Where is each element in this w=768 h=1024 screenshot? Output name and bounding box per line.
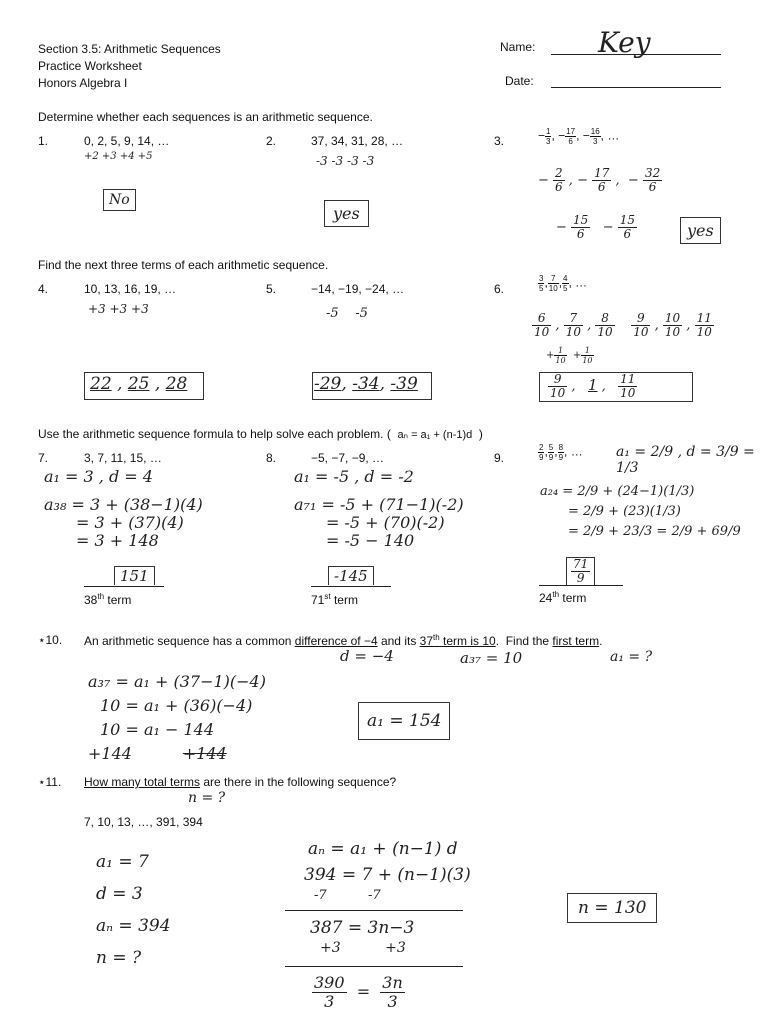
problem-11-work-3: $\frac{390}{3}$ = $\frac{3n}{3}$ — [314, 973, 403, 1011]
problem-8-sequence: −5, −7, −9, … — [311, 451, 385, 465]
date-line — [551, 87, 721, 88]
problem-11-text: How many total terms are there in the following sequence? — [84, 775, 397, 789]
problem-4-sequence: 10, 13, 16, 19, … — [84, 282, 177, 296]
problem-4-answer-3: 28 — [165, 374, 188, 394]
problem-11-work: aₙ = a₁ + (n−1) d 394 = 7 + (n−1)(3) -7 -7 — [304, 839, 471, 903]
problem-5-answer-1: -29 — [314, 374, 342, 394]
problem-6-sequence: $\frac{3}{5}$ , $\frac{7}{10}$ , $\frac{4}{5}$ , … — [539, 274, 588, 293]
problem-8-work: a₁ = -5 , d = -2 a₇₁ = -5 + (71−1)(-2) = -5 + (70)(-2) = -5 − 140 — [294, 467, 464, 550]
problem-6-answers: $\frac{9}{10}$ , 1 , $\frac{11}{10}$ — [550, 372, 636, 400]
problem-7-number: 7. — [38, 451, 49, 465]
worksheet-header — [38, 41, 221, 92]
problem-3-work-rewrite: − $\frac{2}{6}$ , − $\frac{17}{6}$ , − $\frac{32}{6}$ — [538, 166, 661, 194]
problem-11-givens: a₁ = 7 d = 3 aₙ = 394 n = ? — [96, 852, 171, 968]
problem-4-answers: 22 , 25 , 28 — [90, 374, 188, 394]
course-name: Honors Algebra I — [38, 76, 128, 90]
problem-9-answer-line — [539, 585, 623, 586]
problem-1-number: 1. — [38, 134, 49, 148]
problem-5-work: -5 -5 — [326, 306, 368, 321]
problem-9-answer: $\frac{71}{9}$ — [566, 557, 595, 585]
problem-9-sequence: $\frac{2}{9}$ , $\frac{5}{9}$ , $\frac{8}{9}$ , … — [539, 443, 583, 462]
problem-11-number: ⋆11. — [38, 775, 62, 789]
problem-10-note-a37: a₃₇ = 10 — [460, 649, 523, 667]
problem-10-text: An arithmetic sequence has a common difference of −4 and its 37th term is 10. Find the first term. — [84, 633, 603, 648]
problem-6-answer-3: $\frac{11}{10}$ — [620, 372, 636, 400]
problem-5-number: 5. — [266, 282, 277, 296]
problem-9-term-label: 24th term — [539, 590, 587, 605]
problem-5-answer-3: -39 — [390, 374, 418, 394]
problem-6-answer-2: 1 — [587, 376, 598, 394]
problem-8-answer-line — [311, 586, 391, 587]
problem-2-answer: yes — [324, 200, 369, 227]
problem-5-answer-2: -34 — [352, 374, 380, 394]
date-label: Date: — [505, 74, 534, 88]
problem-2-number: 2. — [266, 134, 277, 148]
problem-10-note-d: d = −4 — [340, 647, 394, 665]
problem-11-sequence: 7, 10, 13, …, 391, 394 — [84, 815, 203, 829]
problem-2-work: -3 -3 -3 -3 — [316, 154, 375, 168]
problem-6-answer-1: $\frac{9}{10}$ — [550, 372, 566, 400]
problem-9-givens: a₁ = 2/9 , d = 3/9 = 1/3 — [616, 444, 755, 476]
problem-3-number: 3. — [494, 134, 505, 148]
problem-11-work-2: 387 = 3n−3 +3 +3 — [310, 918, 415, 956]
problem-11-answer: n = 130 — [567, 893, 657, 923]
problem-6-work-rewrite: $\frac{6}{10}$ , $\frac{7}{10}$ , $\frac{8}{10}$ $\frac{9}{10}$ , $\frac{10}{10}$ , $\frac{11}{10}$ — [534, 311, 712, 339]
problem-8-term-label: 71st term — [311, 592, 358, 607]
problem-7-term-label: 38th term — [84, 592, 132, 607]
problem-7-answer-line — [84, 586, 164, 587]
worksheet-subtitle: Practice Worksheet — [38, 59, 142, 73]
problem-4-answer-2: 25 — [127, 374, 150, 394]
problem-11-note: n = ? — [188, 790, 226, 806]
part3-instruction: Use the arithmetic sequence formula to help solve each problem. ( aₙ = a₁ + (n-1)d ) — [38, 427, 483, 441]
problem-1-work: +2 +3 +4 +5 — [84, 151, 153, 162]
problem-9-work: a₂₄ = 2/9 + (24−1)(1/3) = 2/9 + (23)(1/3) = 2/9 + 23/3 = 2/9 + 69/9 — [540, 484, 741, 539]
problem-10-note-a1: a₁ = ? — [610, 649, 653, 665]
problem-10-answer: a₁ = 154 — [358, 702, 450, 740]
problem-4-number: 4. — [38, 282, 49, 296]
section-title: Section 3.5: Arithmetic Sequences — [38, 42, 221, 56]
problem-1-sequence: 0, 2, 5, 9, 14, … — [84, 134, 170, 148]
problem-11-divider-2 — [285, 966, 463, 967]
problem-11-divider-1 — [285, 910, 463, 911]
problem-3-answer: yes — [680, 217, 721, 244]
problem-1-answer: No — [103, 189, 136, 211]
problem-6-number: 6. — [494, 282, 505, 296]
problem-4-answer-1: 22 — [90, 374, 112, 394]
name-value: Key — [598, 26, 651, 59]
part2-instruction: Find the next three terms of each arithmetic sequence. — [38, 258, 329, 272]
problem-5-sequence: −14, −19, −24, … — [311, 282, 405, 296]
part1-instruction: Determine whether each sequences is an arithmetic sequence. — [38, 110, 373, 124]
problem-3-sequence: − $\frac{1}{3}$ , − $\frac{17}{6}$ , − $\frac{16}{3}$ , … — [538, 127, 620, 146]
problem-7-sequence: 3, 7, 11, 15, … — [84, 451, 162, 465]
problem-10-work: a₃₇ = a₁ + (37−1)(−4) 10 = a₁ + (36)(−4) 10 = a₁ − 144 +144 +144 — [88, 672, 266, 763]
problem-6-work-increments: + $\frac{1}{10}$ + $\frac{1}{10}$ — [546, 346, 593, 365]
problem-4-work: +3 +3 +3 — [88, 302, 149, 316]
problem-7-answer: 151 — [114, 566, 155, 585]
problem-3-work-differences: − $\frac{15}{6}$ − $\frac{15}{6}$ — [556, 213, 636, 241]
problem-9-number: 9. — [494, 451, 505, 465]
problem-7-work: a₁ = 3 , d = 4 a₃₈ = 3 + (38−1)(4) = 3 + (37)(4) = 3 + 148 — [44, 467, 203, 550]
name-label: Name: — [500, 40, 536, 54]
arithmetic-formula: aₙ = a₁ + (n-1)d — [397, 429, 473, 441]
problem-8-number: 8. — [266, 451, 277, 465]
problem-8-answer: -145 — [328, 566, 374, 585]
problem-10-number: ⋆10. — [38, 633, 63, 647]
problem-5-answers: -29, -34, -39 — [314, 374, 418, 394]
problem-2-sequence: 37, 34, 31, 28, … — [311, 134, 404, 148]
